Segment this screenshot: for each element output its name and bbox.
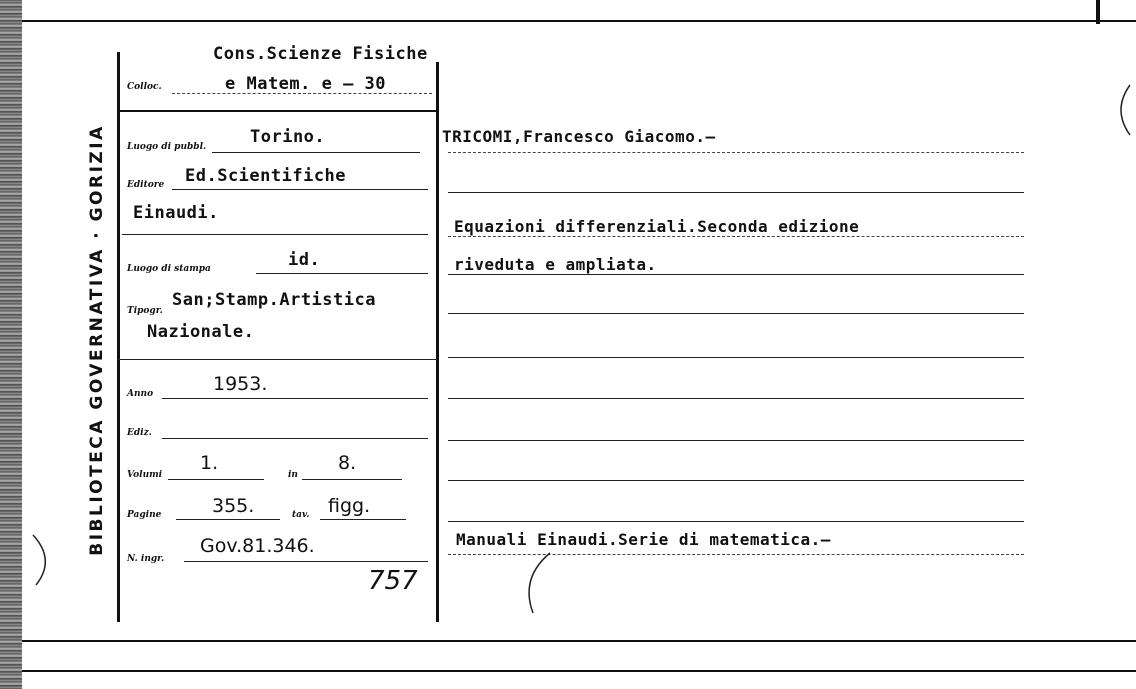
pages-underline <box>176 519 280 520</box>
inventory-label: N. ingr. <box>127 554 165 564</box>
printer-line1: San;Stamp.Artistica <box>172 290 376 310</box>
collocation-separator <box>118 110 438 112</box>
publisher-label: Editore <box>127 180 165 190</box>
collocation-line2: e Matem. e – 30 <box>225 74 387 94</box>
format-underline <box>302 479 402 480</box>
printer-line2: Nazionale. <box>147 322 255 342</box>
print-place-underline <box>256 273 428 274</box>
print-place-value: id. <box>288 250 321 270</box>
punch-arc-bottom <box>515 548 555 618</box>
rule-1 <box>448 192 1024 193</box>
inventory-underline <box>184 561 428 562</box>
rule-7 <box>448 521 1024 522</box>
publisher-line1: Ed.Scientifiche <box>185 166 347 186</box>
printer-separator <box>118 359 438 360</box>
format-label: in <box>288 470 298 480</box>
illustrations-value: figg. <box>328 495 371 517</box>
punch-arc-right <box>1110 80 1136 140</box>
volumes-value: 1. <box>200 452 219 474</box>
left-column-rule <box>117 52 120 622</box>
rule-6 <box>448 480 1024 481</box>
publisher-line2: Einaudi. <box>133 203 219 223</box>
rule-5 <box>448 440 1024 441</box>
edition-label: Ediz. <box>127 428 152 438</box>
collocation-underline <box>172 93 432 94</box>
illustrations-label: tav. <box>292 510 310 520</box>
card-bottom-border-2 <box>22 670 1136 672</box>
illustrations-underline <box>320 519 406 520</box>
title-underline1 <box>448 236 1024 237</box>
library-name: BIBLIOTECA GOVERNATIVA · GORIZIA <box>87 124 107 556</box>
scan-edge <box>0 0 22 689</box>
year-value: 1953. <box>213 373 268 395</box>
rule-3 <box>448 357 1024 358</box>
pages-label: Pagine <box>127 510 162 520</box>
punch-arc-left <box>28 530 58 590</box>
rule-2 <box>448 313 1024 314</box>
collocation-line1: Cons.Scienze Fisiche <box>213 44 428 64</box>
year-label: Anno <box>127 389 154 399</box>
collocation-label: Colloc. <box>127 82 162 92</box>
edition-underline <box>162 438 428 439</box>
print-place-label: Luogo di stampa <box>127 264 211 274</box>
middle-column-rule <box>436 62 439 622</box>
card-bottom-border <box>22 640 1136 642</box>
printer-label: Tipogr. <box>127 306 163 316</box>
inventory-value: Gov.81.346. <box>200 535 315 557</box>
volumes-underline <box>168 479 264 480</box>
title-line2: riveduta e ampliata. <box>454 255 657 274</box>
place-value: Torino. <box>250 127 326 147</box>
rule-4 <box>448 398 1024 399</box>
format-value: 8. <box>338 452 357 474</box>
card-top-border <box>22 20 1136 22</box>
title-line1: Equazioni differenziali.Seconda edizione <box>454 217 860 236</box>
author-underline <box>448 152 1024 153</box>
pages-value: 355. <box>212 495 255 517</box>
right-edge-mark <box>1096 0 1100 24</box>
handwritten-number: 757 <box>368 566 418 596</box>
year-underline <box>162 398 428 399</box>
place-underline <box>212 152 420 153</box>
volumes-label: Volumi <box>127 470 163 480</box>
publisher-underline1 <box>172 189 428 190</box>
place-label: Luogo di pubbl. <box>127 142 207 152</box>
series: Manuali Einaudi.Serie di matematica.– <box>456 530 831 549</box>
title-underline2 <box>448 274 1024 275</box>
author: TRICOMI,Francesco Giacomo.– <box>442 127 716 146</box>
publisher-underline2 <box>122 234 428 235</box>
